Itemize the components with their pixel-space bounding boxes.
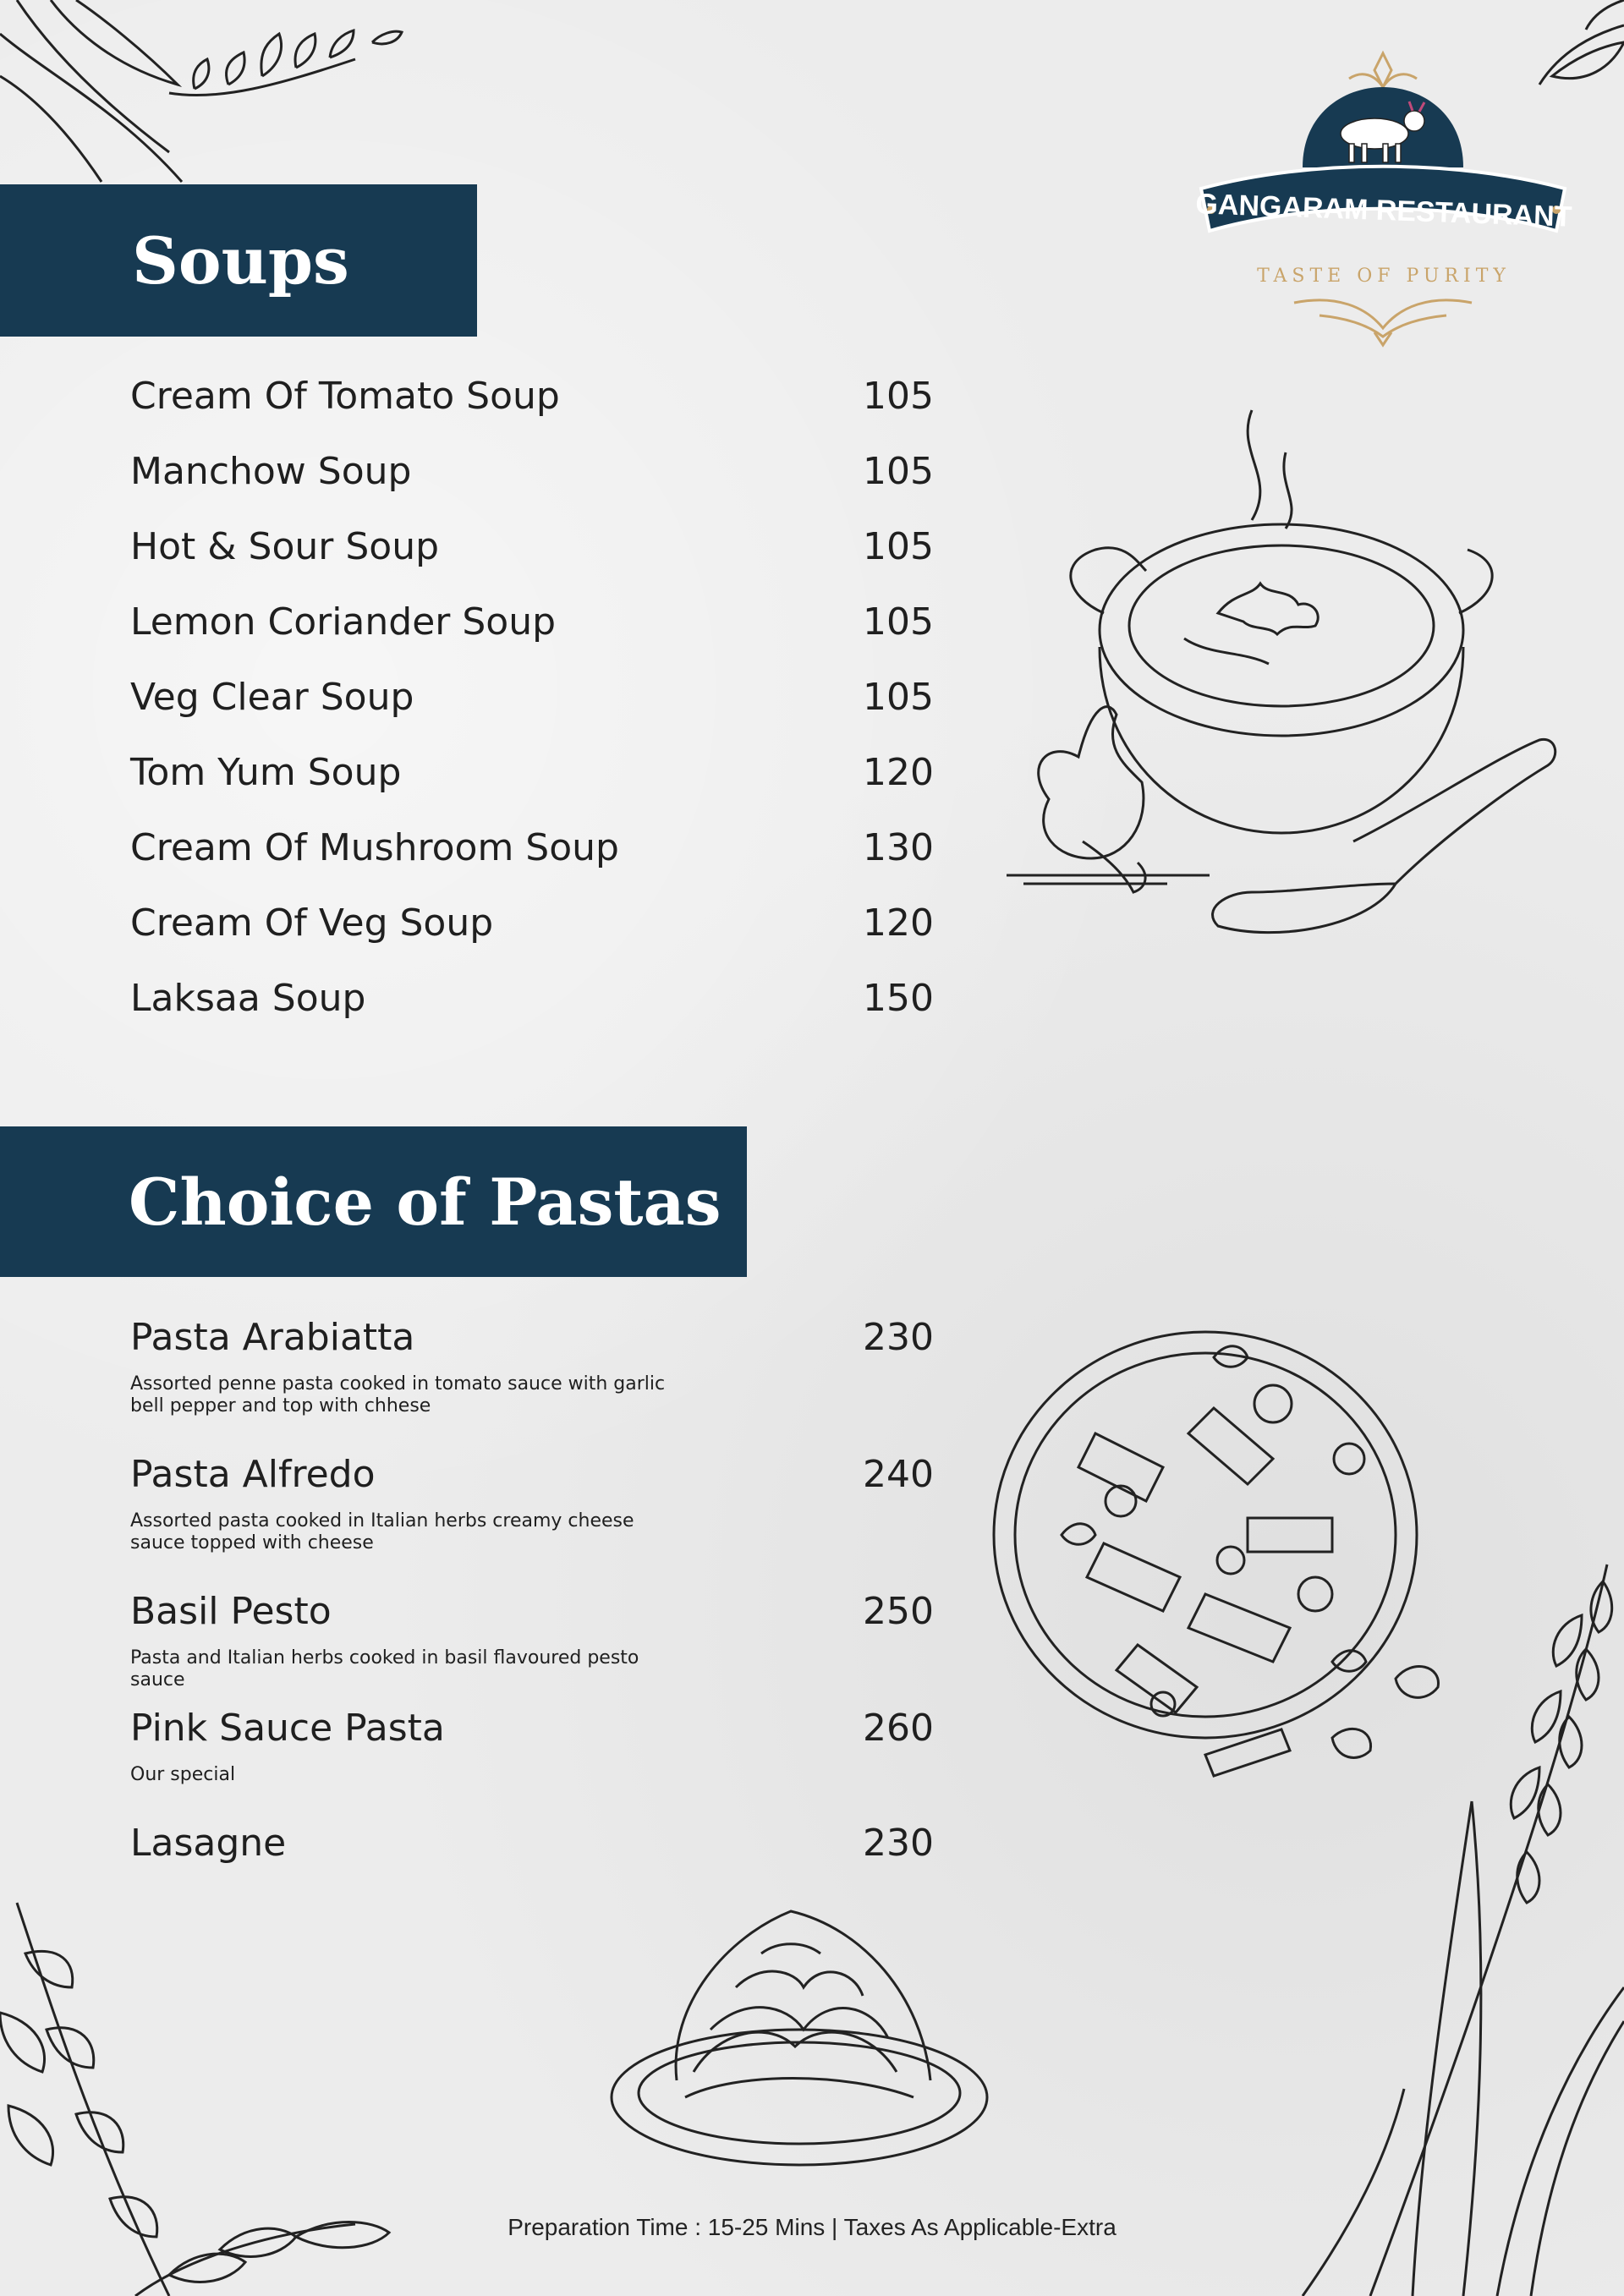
item-name: Basil Pesto	[130, 1590, 332, 1633]
item-price: 260	[863, 1707, 934, 1750]
item-name: Lasagne	[130, 1822, 287, 1865]
item-price: 230	[863, 1316, 934, 1359]
restaurant-name: GANGARAM RESTAURANT	[1194, 188, 1573, 233]
item-name: Pasta Alfredo	[130, 1453, 376, 1496]
restaurant-tagline: TASTE OF PURITY	[1257, 266, 1511, 287]
wheat-stalk-icon	[1303, 1548, 1624, 2296]
leaf-branch-icon	[0, 0, 406, 186]
menu-item	[130, 1590, 934, 1700]
item-price: 130	[863, 826, 934, 869]
section-title-pastas: Choice of Pastas	[0, 1126, 747, 1277]
menu-item	[130, 525, 934, 576]
menu-item	[130, 600, 934, 651]
item-description: Our special	[130, 1764, 236, 1785]
menu-item	[130, 1316, 934, 1426]
item-name: Hot & Sour Soup	[130, 525, 440, 568]
item-price: 230	[863, 1822, 934, 1865]
item-name: Lemon Coriander Soup	[130, 600, 557, 644]
menu-item	[130, 1453, 934, 1563]
item-price: 105	[863, 525, 934, 568]
item-name: Cream Of Tomato Soup	[130, 375, 560, 418]
menu-item	[130, 1707, 934, 1817]
restaurant-logo	[1184, 49, 1582, 345]
menu-item	[130, 977, 934, 1027]
item-name: Cream Of Veg Soup	[130, 901, 494, 945]
menu-item	[130, 676, 934, 726]
item-name: Laksaa Soup	[130, 977, 366, 1020]
soup-bowl-icon	[998, 402, 1565, 994]
item-price: 120	[863, 901, 934, 945]
item-price: 120	[863, 751, 934, 794]
item-price: 150	[863, 977, 934, 1020]
item-name: Veg Clear Soup	[130, 676, 414, 719]
item-name: Pink Sauce Pasta	[130, 1707, 445, 1750]
item-price: 105	[863, 375, 934, 418]
item-price: 105	[863, 676, 934, 719]
item-name: Pasta Arabiatta	[130, 1316, 415, 1359]
item-name: Manchow Soup	[130, 450, 412, 493]
item-price: 250	[863, 1590, 934, 1633]
item-name: Cream Of Mushroom Soup	[130, 826, 619, 869]
menu-item	[130, 751, 934, 802]
menu-item	[130, 450, 934, 501]
item-description: Assorted penne pasta cooked in tomato sauce with garlic bell pepper and top with chhese	[130, 1373, 666, 1417]
spaghetti-plate-icon	[609, 1903, 990, 2173]
item-price: 240	[863, 1453, 934, 1496]
section-title-soups: Soups	[0, 184, 477, 337]
item-price: 105	[863, 450, 934, 493]
item-price: 105	[863, 600, 934, 644]
item-description: Assorted pasta cooked in Italian herbs creamy cheese sauce topped with cheese	[130, 1510, 634, 1553]
menu-item	[130, 826, 934, 877]
menu-item	[130, 375, 934, 425]
menu-item	[130, 901, 934, 952]
footer-note: Preparation Time : 15-25 Mins | Taxes As Applicable-Extra	[508, 2214, 1116, 2240]
item-name: Tom Yum Soup	[130, 751, 402, 794]
item-description: Pasta and Italian herbs cooked in basil flavoured pesto sauce	[130, 1647, 639, 1690]
